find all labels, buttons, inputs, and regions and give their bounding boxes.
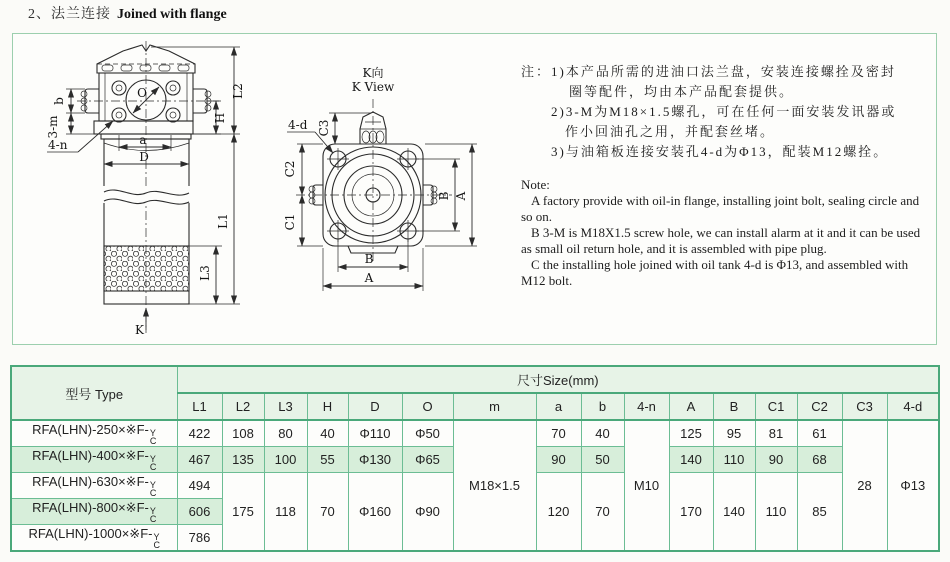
col-header-O: O [402,393,453,420]
page-title [28,3,227,23]
col-header-D: D [348,393,402,420]
col-header-L1: L1 [177,393,222,420]
kview-dim-C3: C3 [317,119,331,137]
cell: 110 [713,447,755,473]
front-view [46,41,245,337]
col-header-C1: C1 [755,393,797,420]
cell: 81 [755,420,797,447]
cell: Φ110 [348,420,402,447]
cell: 467 [177,447,222,473]
cell: 40 [307,420,348,447]
cell: 90 [755,447,797,473]
cell: Φ50 [402,420,453,447]
cell-merged: 110 [755,473,797,552]
notes-block [521,62,929,289]
cell: 100 [264,447,307,473]
suffix-stack: Y C [149,453,157,472]
type-text: RFA(LHN)-250×※F- [32,421,149,437]
cell: 80 [264,420,307,447]
kview-dim-B-right: B [437,191,451,201]
type-cell [11,525,177,552]
note-en-a: A factory provide with oil-in flange, installing joint bolt, sealing circle and so on. [521,193,920,224]
suffix-stack: Y C [149,505,157,524]
cell-merged-m: M18×1.5 [453,420,536,551]
front-label-K: K [135,323,144,337]
note-zh-line: 2)3-M为M18×1.5螺孔，可在任何一面安装发讯器或 [551,104,897,119]
cell: Φ65 [402,447,453,473]
k-view [283,66,477,291]
cell-merged: 85 [797,473,842,552]
cell: 606 [177,499,222,525]
page-title-en: Joined with flange [117,7,227,22]
type-cell [11,499,177,525]
type-text: RFA(LHN)-400×※F- [32,447,149,463]
kview-dim-B-bottom: B [364,252,374,266]
cell-merged: 120 [536,473,581,552]
cell-merged: Φ90 [402,473,453,552]
cell: 55 [307,447,348,473]
type-cell [11,473,177,499]
cell: 61 [797,420,842,447]
front-dim-H: H [213,112,227,124]
cell-merged: 175 [222,473,264,552]
note-zh-line: 作小回油孔之用，并配套丝堵。 [565,124,776,139]
cell: 95 [713,420,755,447]
col-header-4d: 4-d [887,393,939,420]
cell: 140 [669,447,713,473]
cell: 135 [222,447,264,473]
front-dim-a: a [139,133,147,147]
table-row [11,420,939,447]
note-zh-line: 3)与油箱板连接安装孔4-d为Φ13，配装M12螺拴。 [551,144,889,159]
cell: 108 [222,420,264,447]
notes-english [521,177,929,289]
cell: 422 [177,420,222,447]
cell-merged: Φ160 [348,473,402,552]
type-cell [11,447,177,473]
col-header-m: m [453,393,536,420]
suffix-stack: Y C [153,531,160,550]
kview-dim-A-right: A [454,191,468,201]
note-zh-line: 圈等配件，均由本产品配套提供。 [569,84,795,99]
kview-title-en: K View [351,80,395,94]
cell: 494 [177,473,222,499]
front-dim-b: b [52,97,66,105]
note-zh-line: 注：1)本产品所需的进油口法兰盘，安装连接螺拴及密封 [521,64,896,79]
front-dim-L2: L2 [231,83,245,99]
kview-dim-4d: 4-d [288,118,308,132]
type-text: RFA(LHN)-630×※F- [32,473,149,489]
header-row-size [11,366,939,393]
cell-merged: 118 [264,473,307,552]
kview-dim-A-bottom: A [364,271,374,285]
col-header-C3: C3 [842,393,887,420]
type-text: RFA(LHN)-1000×※F- [28,525,153,541]
page-title-zh: 2、法兰连接 [28,7,111,22]
kview-dim-C1: C1 [283,213,297,231]
cell: 50 [581,447,624,473]
front-dim-4n: 4-n [48,138,68,152]
notes-chinese [521,62,929,162]
spec-table [10,365,940,552]
cell: Φ130 [348,447,402,473]
col-header-L2: L2 [222,393,264,420]
cell: 90 [536,447,581,473]
col-header-A: A [669,393,713,420]
note-en-c: C the installing hole joined with oil tank 4-d is Φ13, and assembled with M12 bolt. [521,257,909,288]
cell: 40 [581,420,624,447]
front-dim-D: D [139,150,149,164]
cell: 68 [797,447,842,473]
suffix-stack: Y C [149,479,157,498]
col-header-B: B [713,393,755,420]
front-dim-O: O [137,86,147,100]
cell-merged-C3: 28 [842,420,887,551]
cell-merged: 70 [581,473,624,552]
kview-dim-C2: C2 [283,160,297,178]
type-cell [11,420,177,447]
cell: 125 [669,420,713,447]
front-dim-L3: L3 [198,265,212,281]
cell: 70 [536,420,581,447]
col-type-header: 型号 Type [11,366,177,420]
type-text: RFA(LHN)-800×※F- [32,499,149,515]
col-header-L3: L3 [264,393,307,420]
cell-merged: 70 [307,473,348,552]
col-header-C2: C2 [797,393,842,420]
size-group-header: 尺寸Size(mm) [177,366,939,393]
note-en-heading: Note: [521,177,550,192]
col-header-a: a [536,393,581,420]
cell: 786 [177,525,222,552]
cell-merged: 140 [713,473,755,552]
col-header-H: H [307,393,348,420]
col-header-b: b [581,393,624,420]
kview-title-zh: K向 [362,66,384,80]
col-header-4n: 4-n [624,393,669,420]
front-dim-L1: L1 [216,213,230,229]
drawing-panel [12,33,937,345]
cell-merged-4d: Φ13 [887,420,939,551]
technical-drawing [13,34,500,343]
note-en-b: B 3-M is M18X1.5 screw hole, we can install alarm at it and it can be used as small oil return hole, and it is assembled with pipe plug. [521,225,921,256]
cell-merged: 170 [669,473,713,552]
front-dim-3m: 3-m [46,115,60,139]
suffix-stack: Y C [149,427,157,446]
cell-merged-4n: M10 [624,420,669,551]
